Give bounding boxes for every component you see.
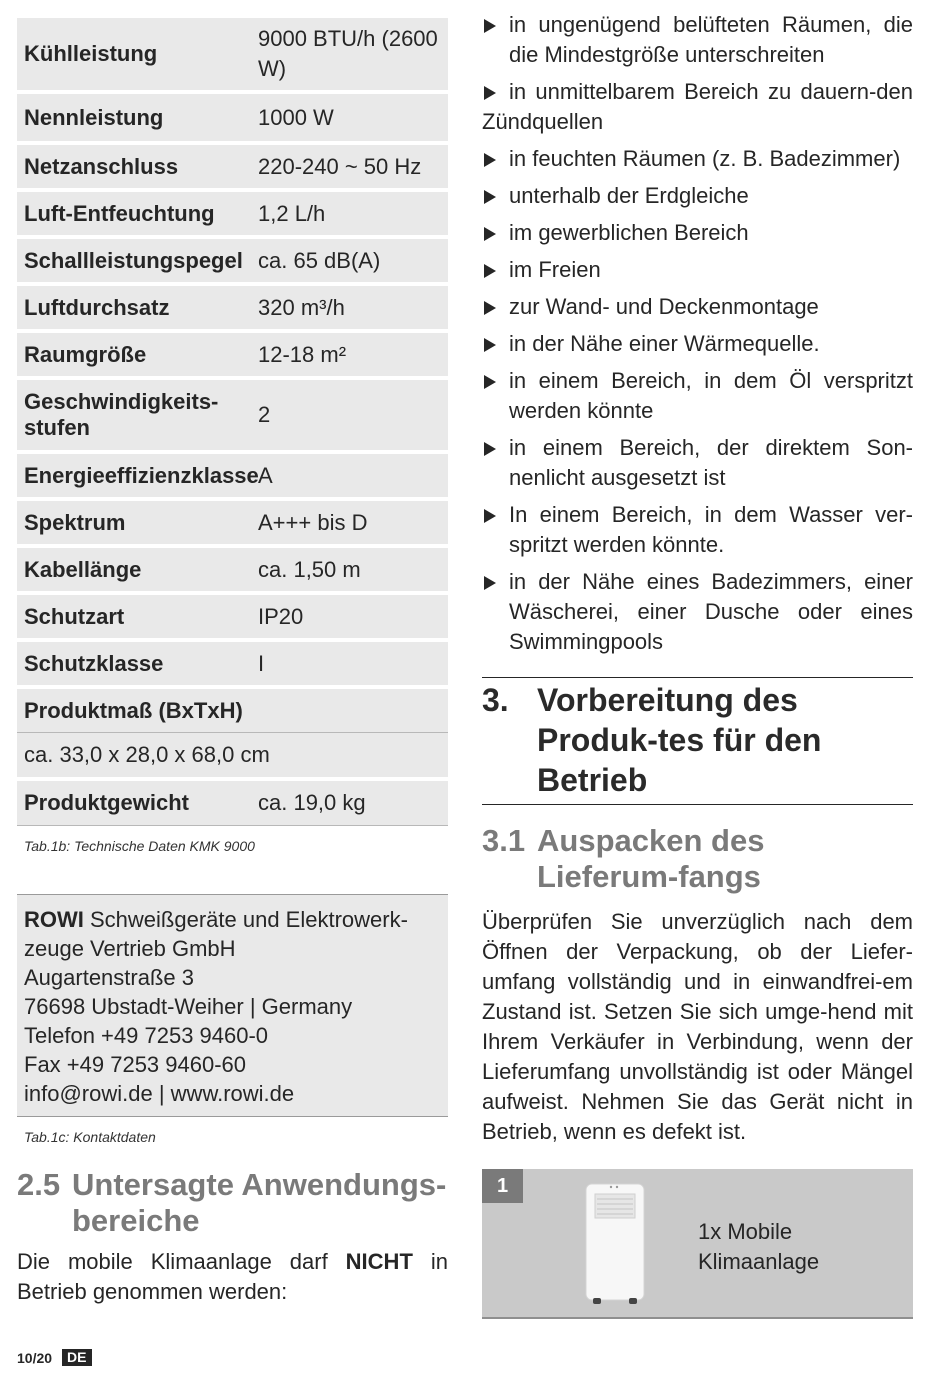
- spec-value: IP20: [258, 603, 304, 629]
- spec-row: [17, 94, 448, 145]
- air-conditioner-image: [583, 1182, 649, 1307]
- section-3-heading: [482, 677, 913, 805]
- spec-value: 9000 BTU/h (2600 W): [258, 26, 438, 81]
- spec-row: [17, 145, 448, 192]
- spec-row: [17, 333, 448, 380]
- spec-value: ca. 19,0 kg: [258, 790, 366, 815]
- figure-label: 1x Mobile Klimaanlage: [698, 1219, 820, 1274]
- spec-row: [17, 380, 448, 454]
- spec-value: 2: [258, 402, 271, 427]
- spec-dimensions-label: Produktmaß (BxTxH): [17, 689, 448, 733]
- spec-value: 320 m³/h: [258, 294, 345, 320]
- section-2-5-intro: [17, 1247, 448, 1307]
- spec-row: [17, 286, 448, 333]
- section-number: 2.5: [17, 1167, 61, 1202]
- spec-value: 220-240 ~ 50 Hz: [258, 153, 422, 179]
- spec-value: 12-18 m²: [258, 341, 347, 367]
- spec-row-weight: [17, 781, 448, 826]
- intro-bold: NICHT: [345, 1249, 413, 1274]
- spec-key: Kabellänge: [24, 556, 142, 582]
- company-rest: Schweißgeräte und Elektrowerk-zeuge Vertrieb GmbH: [24, 907, 408, 961]
- section-number: 3.: [482, 682, 509, 718]
- spec-row: [17, 192, 448, 239]
- contact-box: [17, 894, 448, 1117]
- spec-key: Schallleistungspegel: [24, 247, 243, 273]
- page-footer: [17, 1349, 92, 1366]
- section-2-5-heading: [17, 1167, 448, 1239]
- bullet-triangle-icon: [484, 153, 496, 167]
- bullet-triangle-icon: [484, 576, 496, 590]
- right-column: [482, 10, 913, 1319]
- spec-dimensions-value: ca. 33,0 x 28,0 x 68,0 cm: [17, 733, 448, 781]
- company-name: ROWI: [24, 907, 84, 932]
- list-item: in einem Bereich, der direktem Son-nenlicht ausgesetzt ist: [482, 433, 913, 493]
- list-item: zur Wand- und Deckenmontage: [482, 292, 913, 322]
- spec-table: [17, 18, 448, 826]
- prohibited-list: [482, 10, 913, 657]
- list-item: im Freien: [482, 255, 913, 285]
- bullet-triangle-icon: [484, 190, 496, 204]
- section-3-1-body: Überprüfen Sie unverzüglich nach dem Öffnen der Verpackung, ob der Liefer-umfang vollständig und in einwandfrei-em Zustand ist. Setzen Sie sich umge-hend mit Ihrem Verkäufer in Verbindung, wenn der Lieferumfang unvollständig ist oder Mängel aufweist. Nehmen Sie das Gerät nicht in Betrieb, wenn es defekt ist.: [482, 909, 913, 1144]
- spec-key: Luft-Entfeuchtung: [24, 200, 215, 226]
- section-title: Auspacken des Lieferum-fangs: [537, 823, 765, 894]
- spec-key: Schutzart: [24, 603, 125, 629]
- spec-row: [17, 501, 448, 548]
- bullet-triangle-icon: [484, 19, 496, 33]
- bullet-triangle-icon: [484, 264, 496, 278]
- contact-city: 76698 Ubstadt-Weiher | Germany: [24, 994, 353, 1019]
- section-number: 3.1: [482, 823, 526, 858]
- spec-key: Raumgröße: [24, 341, 147, 367]
- spec-key: Schutzklasse: [24, 650, 164, 676]
- spec-row: [17, 642, 448, 689]
- intro-post: in Betrieb genommen werden:: [17, 1249, 448, 1304]
- contact-phone: Telefon +49 7253 9460-0: [24, 1023, 269, 1048]
- bullet-triangle-icon: [484, 375, 496, 389]
- contact-fax: Fax +49 7253 9460-60: [24, 1052, 247, 1077]
- language-badge: DE: [62, 1349, 91, 1366]
- spec-value: A: [258, 462, 273, 488]
- spec-key: Geschwindigkeits-stufen: [24, 389, 219, 440]
- spec-value: I: [258, 650, 265, 676]
- spec-key: Energieeffizienzklasse: [24, 462, 259, 488]
- spec-key: Nennleistung: [24, 104, 164, 130]
- spec-key: Netzanschluss: [24, 153, 179, 179]
- list-item: in ungenügend belüfteten Räumen, die die Mindestgröße unterschreiten: [482, 10, 913, 70]
- spec-value: 1000 W: [258, 104, 334, 130]
- spec-row: [17, 18, 448, 94]
- spec-key: Produktgewicht: [24, 790, 190, 815]
- bullet-triangle-icon: [484, 301, 496, 315]
- list-item: in unmittelbarem Bereich zu dauern-den Zündquellen: [482, 79, 913, 134]
- list-item: im gewerblichen Bereich: [482, 218, 913, 248]
- spec-row: [17, 239, 448, 286]
- spec-key: Spektrum: [24, 509, 126, 535]
- contact-street: Augartenstraße 3: [24, 965, 194, 990]
- list-item: in der Nähe eines Badezimmers, einer Wäscherei, einer Dusche oder eines Swimmingpools: [482, 567, 913, 657]
- spec-key: Luftdurchsatz: [24, 294, 170, 320]
- spec-value: ca. 65 dB(A): [258, 247, 381, 273]
- figure-number: 1: [482, 1169, 523, 1203]
- section-3-1-heading: [482, 823, 913, 895]
- spec-key: Kühlleistung: [24, 41, 158, 66]
- bullet-triangle-icon: [484, 86, 496, 100]
- contact-web: info@rowi.de | www.rowi.de: [24, 1081, 295, 1106]
- bullet-triangle-icon: [484, 227, 496, 241]
- contact-company: [24, 905, 441, 963]
- intro-pre: Die mobile Klimaanlage darf: [17, 1249, 346, 1274]
- list-item: unterhalb der Erdgleiche: [482, 181, 913, 211]
- bullet-triangle-icon: [484, 442, 496, 456]
- figure-box: [482, 1169, 913, 1319]
- spec-value: A+++ bis D: [258, 509, 368, 535]
- section-title: Vorbereitung des Produk-tes für den Betrieb: [537, 682, 822, 798]
- page-number: 10/20: [17, 1349, 53, 1366]
- spec-row: [17, 454, 448, 501]
- spec-row: [17, 548, 448, 595]
- spec-value: ca. 1,50 m: [258, 556, 361, 582]
- table-caption: Tab.1b: Technische Daten KMK 9000: [24, 838, 255, 854]
- spec-value: 1,2 L/h: [258, 200, 326, 226]
- contact-caption: Tab.1c: Kontaktdaten: [24, 1129, 156, 1145]
- list-item: in feuchten Räumen (z. B. Badezimmer): [482, 144, 913, 174]
- bullet-triangle-icon: [484, 509, 496, 523]
- bullet-triangle-icon: [484, 338, 496, 352]
- list-item: in der Nähe einer Wärmequelle.: [482, 329, 913, 359]
- spec-row: [17, 595, 448, 642]
- list-item: In einem Bereich, in dem Wasser ver-spritzt werden könnte.: [482, 500, 913, 560]
- section-title: Untersagte Anwendungs-bereiche: [72, 1167, 447, 1238]
- left-column: [17, 18, 448, 1307]
- list-item: in einem Bereich, in dem Öl verspritzt werden könnte: [482, 366, 913, 426]
